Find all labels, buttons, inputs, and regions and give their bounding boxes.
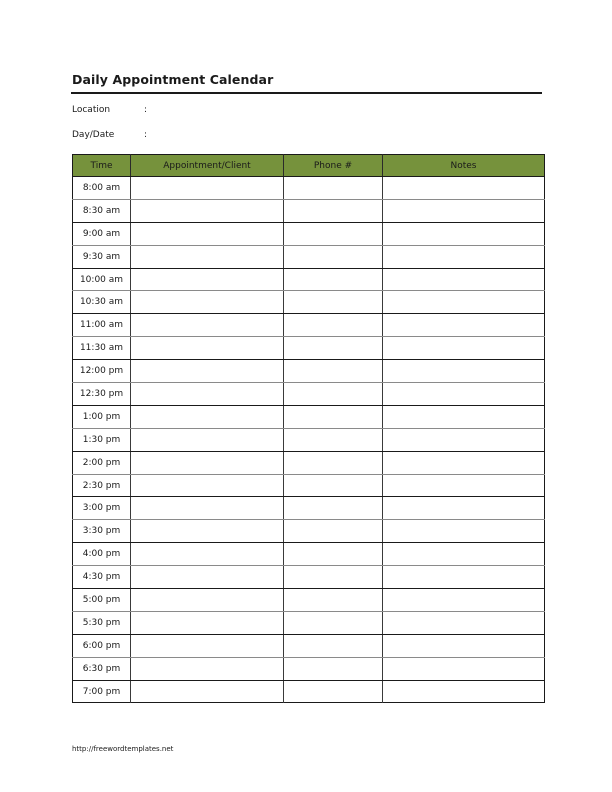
document-title: Daily Appointment Calendar: [72, 72, 274, 87]
notes-cell[interactable]: [383, 611, 545, 634]
phone-cell[interactable]: [284, 314, 383, 337]
notes-cell[interactable]: [383, 337, 545, 360]
table-header-row: [73, 155, 545, 177]
appointment-cell[interactable]: [131, 245, 284, 268]
phone-cell[interactable]: [284, 657, 383, 680]
column-header-appointment: Appointment/Client: [131, 155, 284, 177]
daydate-label: Day/Date: [72, 130, 115, 140]
time-cell: 5:30 pm: [73, 611, 131, 634]
table-row: [73, 589, 545, 612]
appointment-cell[interactable]: [131, 337, 284, 360]
table-row: [73, 383, 545, 406]
notes-cell[interactable]: [383, 543, 545, 566]
appointment-cell[interactable]: [131, 383, 284, 406]
table-row: [73, 428, 545, 451]
table-row: [73, 520, 545, 543]
notes-cell[interactable]: [383, 634, 545, 657]
notes-cell[interactable]: [383, 520, 545, 543]
table-row: [73, 611, 545, 634]
time-cell: 4:30 pm: [73, 566, 131, 589]
appointment-cell[interactable]: [131, 291, 284, 314]
phone-cell[interactable]: [284, 680, 383, 703]
daydate-separator: :: [144, 130, 148, 140]
appointment-cell[interactable]: [131, 680, 284, 703]
table-row: [73, 245, 545, 268]
phone-cell[interactable]: [284, 497, 383, 520]
appointment-cell[interactable]: [131, 520, 284, 543]
notes-cell[interactable]: [383, 360, 545, 383]
time-cell: 2:30 pm: [73, 474, 131, 497]
appointment-cell[interactable]: [131, 611, 284, 634]
notes-cell[interactable]: [383, 657, 545, 680]
table-row: [73, 268, 545, 291]
table-row: [73, 566, 545, 589]
appointment-cell[interactable]: [131, 589, 284, 612]
phone-cell[interactable]: [284, 543, 383, 566]
phone-cell[interactable]: [284, 245, 383, 268]
phone-cell[interactable]: [284, 291, 383, 314]
phone-cell[interactable]: [284, 177, 383, 200]
time-cell: 8:00 am: [73, 177, 131, 200]
notes-cell[interactable]: [383, 566, 545, 589]
notes-cell[interactable]: [383, 291, 545, 314]
notes-cell[interactable]: [383, 222, 545, 245]
appointment-cell[interactable]: [131, 177, 284, 200]
appointment-cell[interactable]: [131, 566, 284, 589]
notes-cell[interactable]: [383, 199, 545, 222]
title-divider: [71, 92, 542, 94]
time-cell: 10:30 am: [73, 291, 131, 314]
appointment-cell[interactable]: [131, 360, 284, 383]
notes-cell[interactable]: [383, 474, 545, 497]
phone-cell[interactable]: [284, 222, 383, 245]
phone-cell[interactable]: [284, 428, 383, 451]
table-row: [73, 497, 545, 520]
notes-cell[interactable]: [383, 497, 545, 520]
time-cell: 3:00 pm: [73, 497, 131, 520]
appointment-table: [72, 154, 545, 703]
time-cell: 3:30 pm: [73, 520, 131, 543]
notes-cell[interactable]: [383, 451, 545, 474]
appointment-cell[interactable]: [131, 474, 284, 497]
appointment-cell[interactable]: [131, 428, 284, 451]
appointment-cell[interactable]: [131, 314, 284, 337]
phone-cell[interactable]: [284, 199, 383, 222]
phone-cell[interactable]: [284, 451, 383, 474]
time-cell: 1:30 pm: [73, 428, 131, 451]
column-header-notes: Notes: [383, 155, 545, 177]
time-cell: 9:00 am: [73, 222, 131, 245]
time-cell: 6:00 pm: [73, 634, 131, 657]
phone-cell[interactable]: [284, 566, 383, 589]
appointment-cell[interactable]: [131, 634, 284, 657]
phone-cell[interactable]: [284, 383, 383, 406]
notes-cell[interactable]: [383, 268, 545, 291]
table-row: [73, 314, 545, 337]
phone-cell[interactable]: [284, 337, 383, 360]
appointment-cell[interactable]: [131, 497, 284, 520]
phone-cell[interactable]: [284, 611, 383, 634]
column-header-phone: Phone #: [284, 155, 383, 177]
location-separator: :: [144, 105, 148, 115]
footer-url: http://freewordtemplates.net: [72, 745, 174, 753]
phone-cell[interactable]: [284, 634, 383, 657]
notes-cell[interactable]: [383, 405, 545, 428]
appointment-cell[interactable]: [131, 268, 284, 291]
appointment-cell[interactable]: [131, 222, 284, 245]
notes-cell[interactable]: [383, 245, 545, 268]
phone-cell[interactable]: [284, 360, 383, 383]
phone-cell[interactable]: [284, 268, 383, 291]
table-row: [73, 405, 545, 428]
time-cell: 12:30 pm: [73, 383, 131, 406]
phone-cell[interactable]: [284, 589, 383, 612]
time-cell: 11:00 am: [73, 314, 131, 337]
appointment-cell[interactable]: [131, 451, 284, 474]
appointment-cell[interactable]: [131, 405, 284, 428]
location-label: Location: [72, 105, 111, 115]
table-row: [73, 680, 545, 703]
table-row: [73, 451, 545, 474]
time-cell: 10:00 am: [73, 268, 131, 291]
appointment-cell[interactable]: [131, 199, 284, 222]
time-cell: 11:30 am: [73, 337, 131, 360]
phone-cell[interactable]: [284, 474, 383, 497]
notes-cell[interactable]: [383, 680, 545, 703]
time-cell: 8:30 am: [73, 199, 131, 222]
notes-cell[interactable]: [383, 589, 545, 612]
time-cell: 2:00 pm: [73, 451, 131, 474]
time-cell: 1:00 pm: [73, 405, 131, 428]
phone-cell[interactable]: [284, 405, 383, 428]
phone-cell[interactable]: [284, 520, 383, 543]
column-header-time: Time: [73, 155, 131, 177]
table-row: [73, 222, 545, 245]
notes-cell[interactable]: [383, 314, 545, 337]
table-row: [73, 291, 545, 314]
notes-cell[interactable]: [383, 177, 545, 200]
time-cell: 7:00 pm: [73, 680, 131, 703]
time-cell: 4:00 pm: [73, 543, 131, 566]
table-row: [73, 634, 545, 657]
table-row: [73, 177, 545, 200]
notes-cell[interactable]: [383, 383, 545, 406]
table-row: [73, 337, 545, 360]
table-row: [73, 360, 545, 383]
notes-cell[interactable]: [383, 428, 545, 451]
time-cell: 9:30 am: [73, 245, 131, 268]
appointment-cell[interactable]: [131, 657, 284, 680]
appointment-cell[interactable]: [131, 543, 284, 566]
table-row: [73, 474, 545, 497]
table-row: [73, 657, 545, 680]
table-row: [73, 199, 545, 222]
table-body: [73, 177, 545, 703]
table-row: [73, 543, 545, 566]
time-cell: 6:30 pm: [73, 657, 131, 680]
time-cell: 12:00 pm: [73, 360, 131, 383]
time-cell: 5:00 pm: [73, 589, 131, 612]
